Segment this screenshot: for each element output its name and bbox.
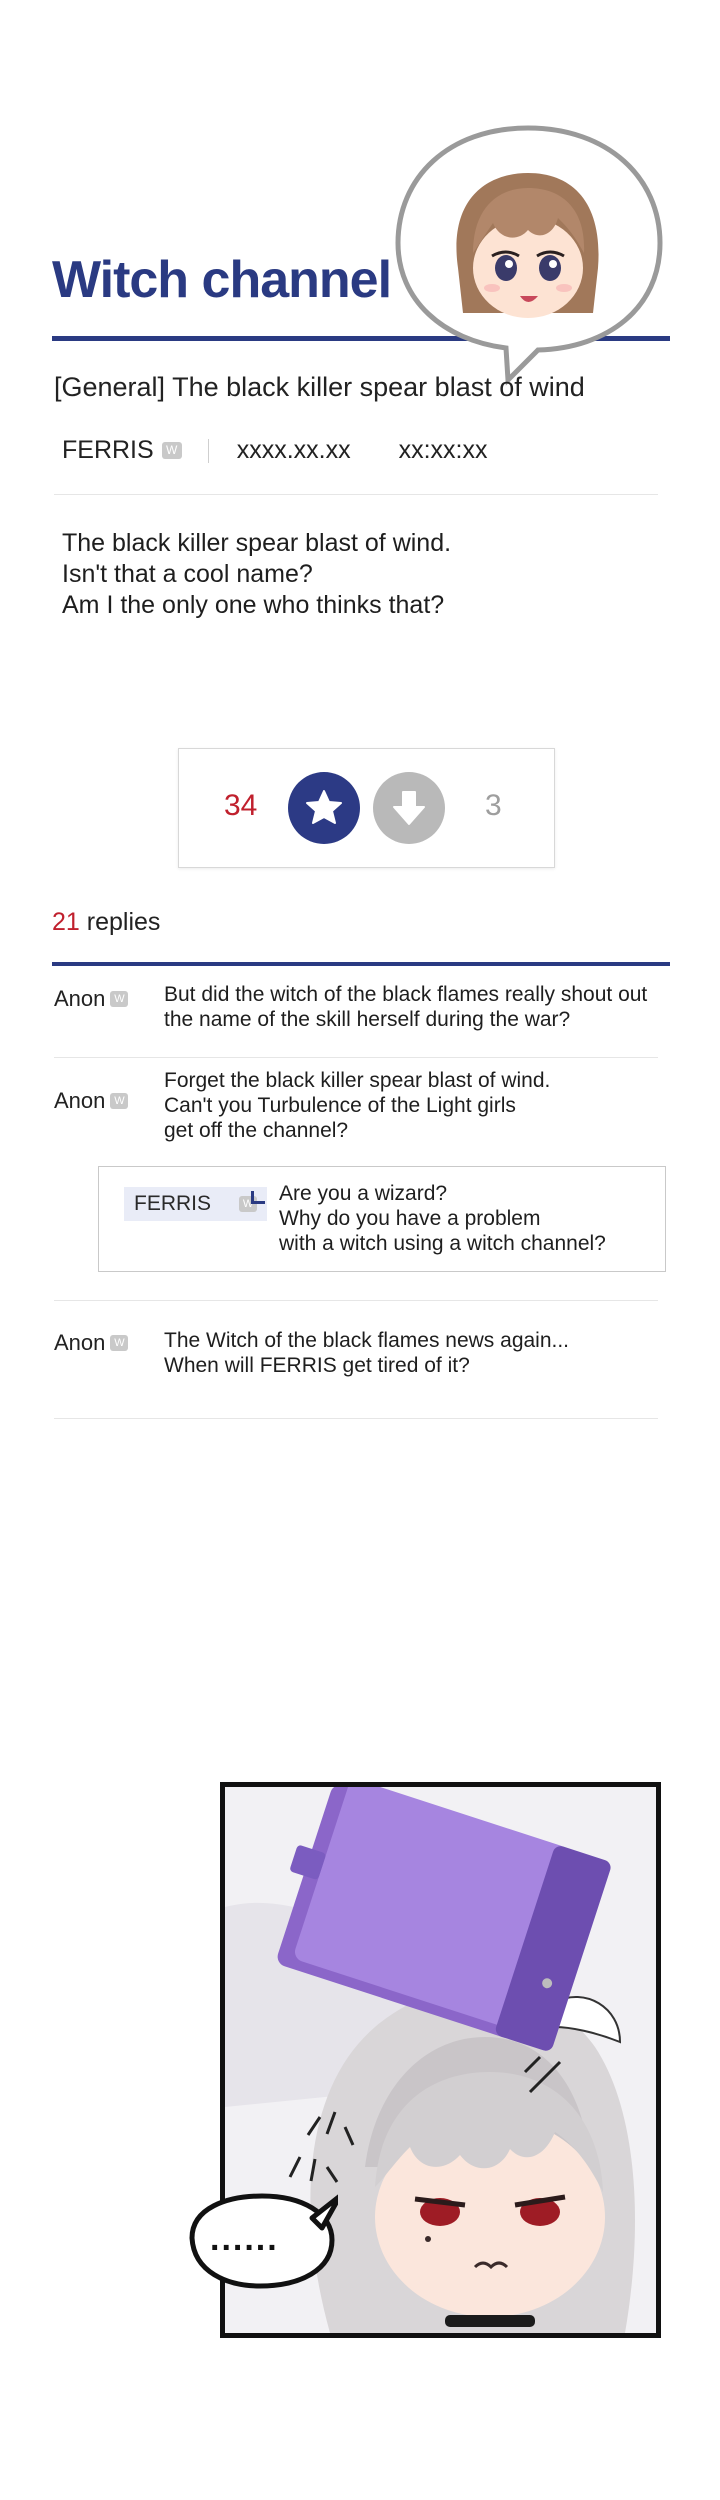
downvote-button[interactable] [373, 772, 445, 844]
reply-line: Can't you Turbulence of the Light girls [164, 1094, 516, 1117]
chibi-character-icon [388, 118, 668, 388]
reply-line: Why do you have a problem [279, 1207, 541, 1230]
author-badge-icon: W [110, 1335, 128, 1351]
post-meta [62, 436, 488, 465]
reply-author[interactable] [54, 1088, 128, 1114]
post-body-line: Isn't that a cool name? [62, 560, 313, 588]
post-date: xxxx.xx.xx [236, 436, 351, 464]
author-badge-icon: W [162, 442, 182, 459]
post-time: xx:xx:xx [398, 436, 488, 464]
post-body-line: The black killer spear blast of wind. [62, 529, 452, 557]
arrow-down-icon [389, 788, 429, 828]
post-body-line: Am I the only one who thinks that? [62, 591, 445, 619]
upvote-count: 34 [224, 789, 258, 822]
thought-text: ...... [210, 2220, 279, 2258]
reply-author-name: Anon [54, 986, 106, 1011]
replies-count: 21 [52, 908, 80, 936]
reply-line: When will FERRIS get tired of it? [164, 1354, 470, 1377]
reply-line: get off the channel? [164, 1119, 349, 1142]
reply-divider [54, 1300, 658, 1301]
reply-author[interactable] [54, 1330, 128, 1356]
reply-arrow-icon [251, 1191, 265, 1204]
nested-reply-text [279, 1181, 606, 1256]
nested-reply-author[interactable] [124, 1187, 267, 1221]
reply-line: the name of the skill herself during the war? [164, 1008, 571, 1031]
author-badge-icon: W [239, 1196, 257, 1212]
author-badge-icon: W [110, 991, 128, 1007]
nested-reply [98, 1166, 666, 1272]
post-author[interactable]: FERRIS [62, 436, 154, 464]
reply-text [164, 982, 647, 1032]
upvote-button[interactable] [288, 772, 360, 844]
reply-author[interactable] [54, 986, 128, 1012]
channel-title: Witch channel [52, 251, 392, 309]
replies-divider [52, 962, 670, 966]
reply-divider [54, 1057, 658, 1058]
meta-divider [54, 494, 658, 495]
nested-reply-author-name: FERRIS [134, 1192, 212, 1215]
reply-line: Are you a wizard? [279, 1182, 448, 1205]
speech-bubble-illustration [388, 118, 668, 388]
reply-text [164, 1328, 569, 1378]
reply-author-name: Anon [54, 1330, 106, 1355]
reply-divider [54, 1418, 658, 1419]
downvote-count: 3 [485, 789, 502, 822]
post-title[interactable]: [General] The black killer spear blast of wind [54, 372, 585, 402]
replies-header [52, 908, 160, 937]
reply-text [164, 1068, 550, 1143]
reply-line: with a witch using a witch channel? [279, 1232, 606, 1255]
star-icon [304, 788, 344, 828]
reply-line: Forget the black killer spear blast of wind. [164, 1069, 551, 1092]
meta-separator [208, 439, 209, 463]
reply-line: But did the witch of the black flames really shout out [164, 983, 648, 1006]
author-badge-icon: W [110, 1093, 128, 1109]
reply-author-name: Anon [54, 1088, 106, 1113]
reply-line: The Witch of the black flames news again... [164, 1329, 570, 1352]
replies-label: replies [86, 908, 161, 936]
post-body [62, 528, 451, 621]
vote-panel [178, 748, 555, 868]
